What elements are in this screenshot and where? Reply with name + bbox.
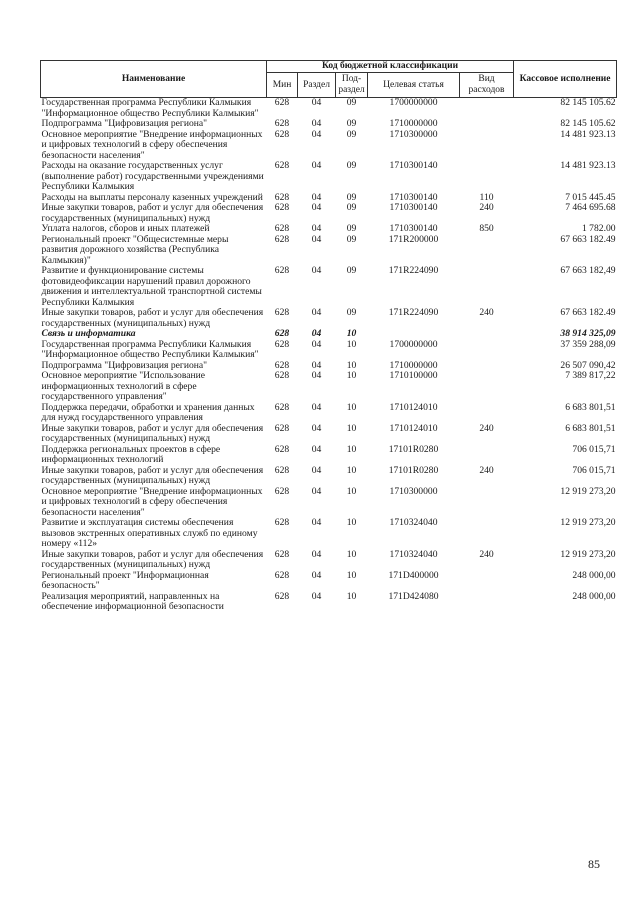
cell-vid: 240	[479, 464, 494, 476]
cell-name: Основное мероприятие "Внедрение информационных и цифровых технологий в сферу обеспечения безопасности населения"	[41, 128, 263, 161]
cell-podrazdel: 10	[346, 517, 357, 528]
cell-celevaya	[368, 329, 460, 340]
cell-name: Государственная программа Республики Калмыкия "Информационное общество Республики Калмыкия"	[41, 338, 259, 360]
cell-min: 628	[274, 191, 290, 203]
cell-razdel: 04	[311, 401, 322, 413]
cell-name: Поддержка передачи, обработки и хранения данных для нужд государственного управления	[41, 401, 255, 423]
cell-podrazdel: 10	[346, 401, 357, 413]
cell-razdel: 04	[311, 118, 322, 129]
cell-celevaya: 1710324040	[389, 548, 438, 560]
cell-exec: 82 145 105.62	[560, 118, 616, 129]
cell-min: 628	[274, 517, 290, 528]
table-row	[41, 445, 617, 466]
cell-celevaya: 1710324040	[389, 517, 438, 528]
cell-vid	[460, 518, 514, 550]
header-exec: Кассовое исполнение	[514, 61, 617, 98]
cell-exec: 38 914 325,09	[560, 328, 616, 339]
cell-exec: 26 507 090,42	[560, 359, 616, 371]
cell-podrazdel: 09	[346, 307, 357, 318]
cell-podrazdel: 10	[346, 328, 357, 339]
cell-podrazdel: 09	[346, 160, 357, 171]
cell-celevaya: 1710124010	[389, 401, 438, 413]
cell-razdel: 04	[311, 464, 322, 476]
table-row	[41, 224, 617, 235]
cell-vid	[460, 403, 514, 424]
table-row	[41, 371, 617, 403]
cell-razdel: 04	[311, 202, 322, 213]
header-celevaya: Целевая статья	[368, 73, 460, 98]
table-row	[41, 550, 617, 571]
cell-vid	[460, 371, 514, 403]
cell-razdel: 04	[311, 191, 322, 203]
cell-vid	[460, 445, 514, 466]
cell-celevaya: 1710300140	[389, 223, 438, 234]
cell-name: Иные закупки товаров, работ и услуг для обеспечения государственных (муниципальных) нужд	[41, 307, 264, 329]
table-row	[41, 340, 617, 361]
table-row	[41, 424, 617, 445]
cell-vid	[460, 235, 514, 267]
cell-celevaya: 1710300000	[389, 485, 438, 497]
cell-razdel: 04	[311, 485, 322, 497]
cell-celevaya: 17101R0280	[388, 443, 439, 455]
cell-vid	[460, 161, 514, 193]
table-row	[41, 266, 617, 308]
cell-razdel: 04	[311, 128, 322, 140]
cell-podrazdel: 09	[346, 223, 357, 234]
cell-name: Развитие и функционирование системы фотовидеофиксации нарушений правил дорожного движения и интеллектуальной транспортной системы Республики Калмыкия	[41, 265, 262, 308]
cell-celevaya: 171D400000	[388, 569, 439, 581]
cell-exec: 706 015,71	[572, 443, 616, 455]
cell-celevaya: 1710300140	[389, 202, 438, 213]
table-row	[41, 571, 617, 592]
cell-name: Государственная программа Республики Калмыкия "Информационное общество Республики Калмыкия"	[41, 97, 259, 119]
cell-exec: 14 481 923.13	[560, 160, 616, 171]
cell-min: 628	[274, 265, 290, 276]
cell-razdel: 04	[311, 160, 322, 171]
header-min: Мин	[267, 73, 298, 98]
cell-vid	[460, 487, 514, 519]
cell-podrazdel: 09	[346, 118, 357, 129]
cell-exec: 7 389 817,22	[565, 370, 616, 381]
cell-min: 628	[274, 223, 290, 234]
cell-celevaya: 171R200000	[388, 233, 439, 245]
cell-celevaya: 171D424080	[388, 590, 439, 602]
cell-exec: 706 015,71	[572, 464, 616, 476]
cell-min: 628	[274, 401, 290, 413]
cell-min: 628	[274, 128, 290, 140]
cell-min: 628	[274, 569, 290, 581]
cell-exec: 67 663 182.49	[560, 307, 616, 318]
cell-name: Подпрограмма "Цифровизация региона"	[41, 359, 208, 371]
cell-exec: 14 481 923.13	[560, 128, 616, 140]
cell-name: Иные закупки товаров, работ и услуг для обеспечения государственных (муниципальных) нужд	[41, 464, 264, 486]
budget-table	[40, 60, 617, 613]
cell-exec: 82 145 105.62	[560, 97, 616, 108]
table-row	[41, 98, 617, 120]
cell-celevaya: 1710100000	[389, 370, 438, 381]
cell-podrazdel: 09	[346, 202, 357, 213]
cell-name: Расходы на выплаты персоналу казенных учреждений	[41, 191, 263, 203]
cell-min: 628	[274, 202, 290, 213]
cell-podrazdel: 10	[346, 464, 357, 476]
cell-podrazdel: 10	[346, 359, 357, 371]
cell-celevaya: 1710000000	[389, 118, 438, 129]
cell-min: 628	[274, 370, 290, 381]
cell-razdel: 04	[311, 233, 322, 245]
cell-name: Уплата налогов, сборов и иных платежей	[41, 223, 210, 234]
cell-name: Связь и информатика	[41, 328, 136, 339]
cell-name: Подпрограмма "Цифровизация региона"	[41, 118, 208, 129]
cell-min: 628	[274, 160, 290, 171]
table-row	[41, 119, 617, 130]
table-row	[41, 235, 617, 267]
cell-celevaya: 1700000000	[389, 338, 438, 350]
cell-min: 628	[274, 307, 290, 318]
cell-exec: 7 464 695.68	[565, 202, 616, 213]
cell-podrazdel: 09	[346, 191, 357, 203]
header-code-group: Код бюджетной классификации	[267, 61, 514, 73]
cell-celevaya: 1710300000	[389, 128, 438, 140]
cell-razdel: 04	[311, 265, 322, 276]
cell-razdel: 04	[311, 328, 322, 339]
cell-vid: 110	[479, 191, 494, 203]
table-row	[41, 203, 617, 224]
cell-name: Расходы на оказание государственных услуг (выполнение работ) государственными учреждениями Республики Калмыкия	[41, 160, 264, 192]
cell-vid: 240	[479, 548, 494, 560]
cell-exec: 248 000,00	[572, 569, 616, 581]
cell-celevaya: 1710000000	[389, 359, 438, 371]
cell-razdel: 04	[311, 338, 322, 350]
cell-exec: 248 000,00	[572, 590, 616, 602]
cell-celevaya: 1710300140	[389, 191, 438, 203]
cell-name: Иные закупки товаров, работ и услуг для обеспечения государственных (муниципальных) нужд	[41, 202, 264, 224]
cell-vid: 240	[479, 422, 494, 434]
cell-podrazdel: 09	[346, 265, 357, 276]
cell-razdel: 04	[311, 517, 322, 528]
cell-exec: 37 359 288,09	[560, 338, 616, 350]
header-razdel: Раздел	[298, 73, 336, 98]
cell-celevaya: 1700000000	[389, 97, 438, 108]
cell-razdel: 04	[311, 443, 322, 455]
cell-min: 628	[274, 118, 290, 129]
cell-vid	[460, 98, 514, 120]
cell-vid	[460, 119, 514, 130]
cell-name: Поддержка региональных проектов в сфере информационных технологий	[41, 443, 221, 465]
page-number: 85	[588, 857, 600, 871]
cell-podrazdel: 09	[346, 128, 357, 140]
table-row	[41, 518, 617, 550]
cell-podrazdel: 10	[346, 590, 357, 602]
cell-min: 628	[274, 485, 290, 497]
cell-podrazdel: 10	[346, 422, 357, 434]
cell-name: Основное мероприятие "Использование информационных технологий в сфере государственного управления"	[41, 370, 206, 402]
cell-podrazdel: 10	[346, 548, 357, 560]
cell-vid	[460, 266, 514, 308]
cell-podrazdel: 10	[346, 338, 357, 350]
cell-razdel: 04	[311, 307, 322, 318]
cell-razdel: 04	[311, 590, 322, 602]
cell-min: 628	[274, 338, 290, 350]
cell-name: Иные закупки товаров, работ и услуг для обеспечения государственных (муниципальных) нужд	[41, 548, 264, 570]
cell-exec: 1 782.00	[581, 223, 616, 234]
cell-exec: 12 919 273,20	[560, 485, 616, 497]
table-row	[41, 487, 617, 519]
cell-min: 628	[274, 422, 290, 434]
cell-exec: 67 663 182,49	[560, 265, 616, 276]
cell-podrazdel: 10	[346, 370, 357, 381]
table-row	[41, 592, 617, 613]
table-row	[41, 329, 617, 340]
table-row	[41, 161, 617, 193]
cell-podrazdel: 10	[346, 443, 357, 455]
header-podrazdel: Под-раздел	[336, 73, 368, 98]
cell-exec: 12 919 273,20	[560, 548, 616, 560]
cell-podrazdel: 10	[346, 485, 357, 497]
header-row-top	[41, 61, 617, 73]
cell-min: 628	[274, 359, 290, 371]
cell-name: Основное мероприятие "Внедрение информационных и цифровых технологий в сферу обеспечения безопасности населения"	[41, 485, 263, 518]
cell-vid: 240	[479, 202, 494, 213]
budget-sheet	[40, 60, 616, 613]
cell-name: Иные закупки товаров, работ и услуг для обеспечения государственных (муниципальных) нужд	[41, 422, 264, 444]
cell-celevaya: 1710300140	[389, 160, 438, 171]
cell-celevaya: 17101R0280	[388, 464, 439, 476]
header-vid: Вид расходов	[460, 73, 514, 98]
cell-vid	[460, 329, 514, 340]
cell-razdel: 04	[311, 223, 322, 234]
cell-min: 628	[274, 443, 290, 455]
cell-exec: 6 683 801,51	[565, 422, 616, 434]
cell-min: 628	[274, 590, 290, 602]
table-row	[41, 403, 617, 424]
cell-razdel: 04	[311, 370, 322, 381]
cell-podrazdel: 10	[346, 569, 357, 581]
table-row	[41, 130, 617, 162]
cell-razdel: 04	[311, 97, 322, 108]
header-name: Наименование	[41, 61, 267, 98]
cell-name: Региональный проект "Информационная безопасность"	[41, 569, 209, 591]
cell-vid	[460, 361, 514, 372]
cell-vid: 850	[479, 223, 494, 234]
table-row	[41, 466, 617, 487]
cell-exec: 12 919 273,20	[560, 517, 616, 528]
cell-celevaya: 1710124010	[389, 422, 438, 434]
cell-razdel: 04	[311, 548, 322, 560]
cell-exec: 67 663 182.49	[560, 233, 616, 245]
cell-min: 628	[274, 548, 290, 560]
cell-vid	[460, 340, 514, 361]
cell-vid	[460, 130, 514, 162]
cell-razdel: 04	[311, 569, 322, 581]
cell-podrazdel: 09	[346, 233, 357, 245]
cell-min: 628	[274, 464, 290, 476]
cell-min: 628	[274, 328, 290, 339]
cell-min: 628	[274, 97, 290, 108]
cell-exec: 7 015 445.45	[565, 191, 616, 203]
table-row	[41, 308, 617, 329]
table-body	[41, 98, 617, 613]
cell-vid	[460, 592, 514, 613]
cell-celevaya: 171R224090	[388, 265, 439, 276]
cell-vid: 240	[479, 307, 494, 318]
cell-name: Реализация мероприятий, направленных на обеспечение информационной безопасности	[41, 590, 224, 612]
cell-name: Развитие и эксплуатация системы обеспечения вызовов экстренных оперативных служб по единому номеру «112»	[41, 517, 258, 549]
cell-razdel: 04	[311, 359, 322, 371]
cell-name: Региональный проект "Общесистемные меры развития дорожного хозяйства (Республика Калмыкия)"	[41, 233, 229, 266]
cell-min: 628	[274, 233, 290, 245]
cell-podrazdel: 09	[346, 97, 357, 108]
cell-exec: 6 683 801,51	[565, 401, 616, 413]
cell-razdel: 04	[311, 422, 322, 434]
cell-vid	[460, 571, 514, 592]
cell-celevaya: 171R224090	[388, 307, 439, 318]
